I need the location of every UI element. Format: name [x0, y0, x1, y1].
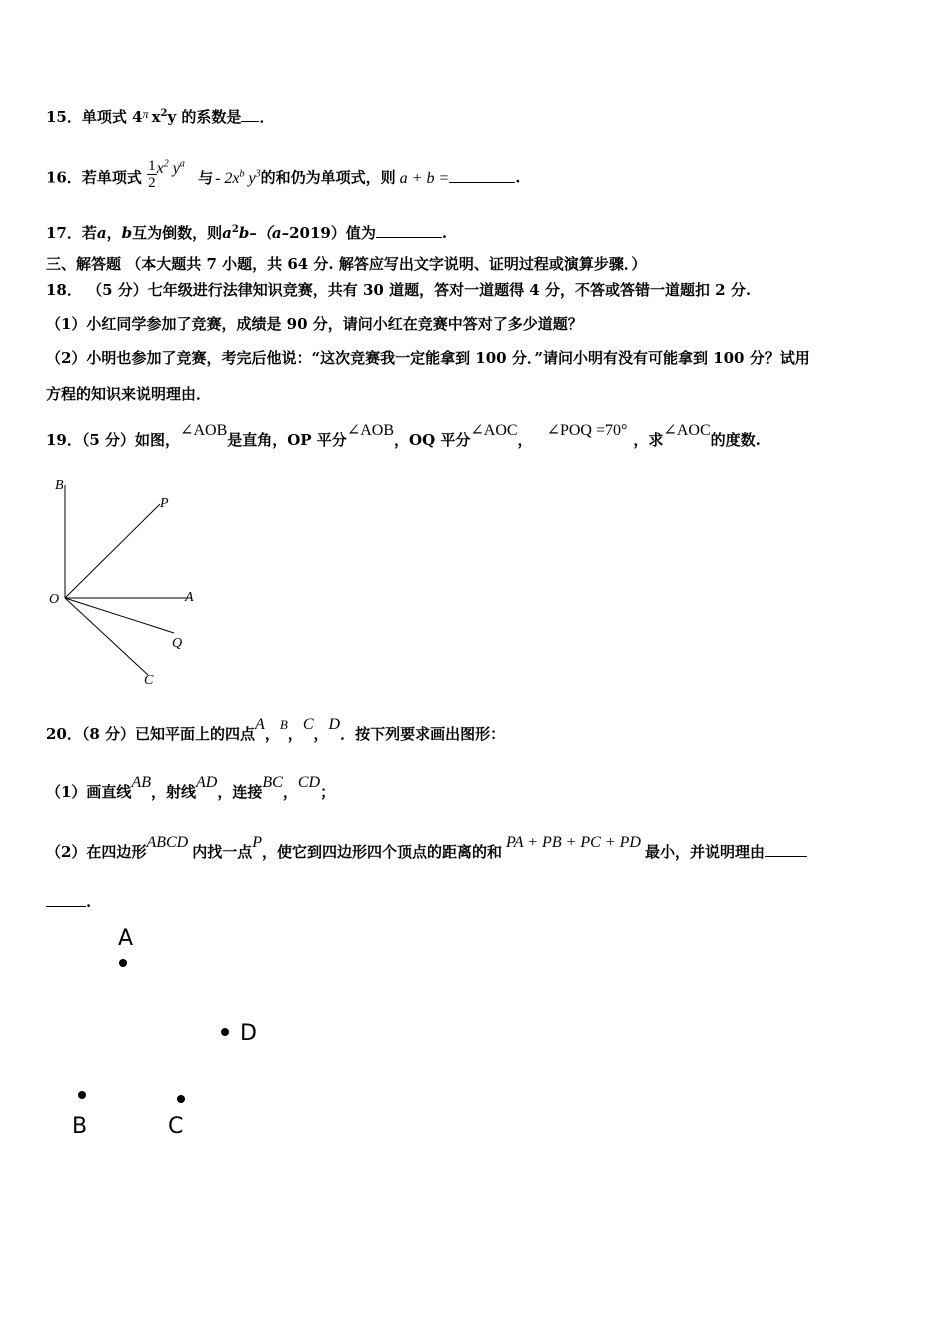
fig20-dot-a	[119, 959, 127, 967]
point-b: B	[279, 717, 288, 732]
expr-d: –2019）值为	[281, 224, 376, 242]
point-a: A	[255, 716, 265, 733]
p1-text-e: ；	[320, 783, 336, 801]
p1-text-c: ，连接	[217, 783, 263, 801]
point-c: C	[302, 716, 314, 733]
p2-text-b: 内找一点	[192, 843, 253, 861]
q15-expr: x	[151, 108, 161, 126]
distance-sum: PA + PB + PC + PD	[506, 834, 641, 851]
question-20-part2-cont	[46, 892, 91, 912]
fig20-dot-b	[78, 1091, 86, 1099]
mono1-x: x	[156, 159, 164, 177]
fig20-dot-c	[177, 1095, 185, 1103]
question-number: 16．	[46, 168, 82, 187]
sep: ，	[313, 725, 329, 743]
q15-text-b: y 的系数是	[167, 108, 242, 126]
question-18-line1: 18． （5 分）七年级进行法律知识竞赛，共有 30 道题，答对一道题得 4 分，不答或答错一道题扣 2 分.	[46, 281, 752, 299]
expr-b: b–（	[238, 224, 272, 242]
q16-text: 若单项式	[81, 168, 142, 187]
q20-text-b: ．按下列要求画出图形：	[340, 725, 506, 743]
q16-tail: .	[515, 168, 521, 187]
label-c: C	[144, 673, 154, 688]
var-a: a	[96, 224, 107, 242]
q19-text-e: ，求	[633, 431, 664, 449]
var-b: b	[121, 224, 133, 242]
mono2-y: y	[248, 169, 256, 187]
q20-text-a: （8 分）已知平面上的四点	[81, 725, 256, 743]
p2-text-a: （2）在四边形	[46, 843, 147, 861]
question-18-part2-cont: 方程的知识来说明理由．	[46, 385, 212, 403]
answer-blank[interactable]	[765, 842, 807, 857]
question-19	[46, 422, 761, 451]
ray-oq	[65, 598, 174, 633]
angle-aoc-2: ∠AOC	[663, 422, 711, 439]
ray-ad: AD	[196, 774, 218, 791]
question-20	[46, 716, 506, 745]
angle-aob: ∠AOB	[180, 422, 228, 439]
angle-aoc: ∠AOC	[470, 422, 518, 439]
q15-exp: 2	[160, 108, 168, 119]
q19-text-a: （5 分）如图，	[81, 431, 181, 449]
p2-tail: .	[86, 893, 92, 911]
q15-tail: ．	[259, 108, 275, 126]
q16-expr: a + b =	[399, 169, 450, 187]
answer-blank[interactable]	[449, 168, 515, 183]
q15-text: 单项式 4	[81, 108, 143, 126]
question-20-part1	[46, 774, 336, 803]
q17-text: 若	[81, 224, 97, 242]
angle-aob-2: ∠AOB	[346, 422, 394, 439]
fig20-label-d: D	[240, 1021, 257, 1046]
answer-blank[interactable]	[241, 107, 259, 122]
line-ab: AB	[131, 774, 151, 791]
q19-text-f: 的度数.	[710, 431, 761, 449]
answer-blank[interactable]	[376, 223, 442, 238]
q19-text-c: ，OQ 平分	[394, 431, 471, 449]
question-16	[46, 158, 521, 195]
fraction-one-half	[147, 158, 157, 191]
label-p: P	[160, 496, 169, 511]
p1-text-b: ，射线	[151, 783, 197, 801]
sep: ，	[287, 725, 303, 743]
q16-text-b: 与	[198, 168, 214, 187]
q16-text-c: 的和仍为单项式，则	[260, 168, 396, 187]
question-20-part2	[46, 834, 807, 863]
fig20-dot-d	[221, 1028, 229, 1036]
segment-cd: CD	[297, 774, 321, 791]
p2-text-d: 最小，并说明理由	[644, 843, 765, 861]
q17-tail: .	[441, 224, 448, 242]
question-number: 15．	[46, 108, 82, 126]
mono2-x: - 2x	[215, 169, 240, 187]
sep: ，	[264, 725, 280, 743]
mono1-y: y	[172, 159, 180, 177]
mono1-exp2: a	[179, 158, 185, 170]
question-number: 17．	[46, 224, 82, 242]
question-15	[46, 104, 274, 128]
label-o: O	[49, 592, 60, 607]
monomial-2	[215, 170, 261, 187]
quadrilateral-abcd: ABCD	[146, 834, 189, 851]
frac-num: 1	[148, 158, 156, 174]
monomial-1	[157, 160, 185, 177]
figure-19-angles	[40, 470, 220, 695]
expr-exp: 2	[231, 224, 239, 235]
section-3-heading: 三、解答题 （本大题共 7 小题，共 64 分. 解答应写出文字说明、证明过程或演算步骤．）	[46, 255, 647, 273]
q17-text-b: 互为倒数，则	[132, 224, 223, 242]
fig20-label-c: C	[168, 1114, 184, 1139]
fig20-label-a: A	[118, 926, 134, 951]
mono2-exp2: 3	[255, 168, 261, 180]
label-a: A	[185, 590, 194, 605]
point-p: P	[252, 834, 263, 851]
comma: ，	[106, 224, 122, 242]
pi-symbol: π	[142, 107, 149, 121]
label-q: Q	[172, 636, 183, 651]
q19-text-d: ，	[517, 431, 533, 449]
question-number: 19．	[46, 431, 82, 449]
p1-text-d: ，	[282, 783, 298, 801]
ray-oc	[65, 598, 148, 675]
p1-text-a: （1）画直线	[46, 783, 132, 801]
question-18-part2: （2）小明也参加了竞赛，考完后他说：“这次竞赛我一定能拿到 100 分．”请问小明有没有可能拿到 100 分？试用	[46, 349, 810, 367]
question-17	[46, 220, 447, 243]
fig20-label-b: B	[72, 1114, 88, 1139]
point-d: D	[328, 716, 341, 733]
question-18-part1: （1）小红同学参加了竞赛，成绩是 90 分，请问小红在竞赛中答对了多少道题？	[46, 315, 583, 333]
frac-den: 2	[148, 175, 156, 191]
angle-poq: ∠POQ =70°	[546, 422, 628, 439]
label-b: B	[55, 478, 64, 493]
ray-op	[65, 504, 160, 598]
mono1-exp1: 2	[163, 158, 169, 170]
question-number: 20．	[46, 725, 82, 743]
answer-blank-cont[interactable]	[46, 892, 86, 907]
q19-text-b: 是直角，OP 平分	[227, 431, 347, 449]
expr-a: a	[222, 224, 232, 242]
mono2-exp1: b	[239, 168, 245, 180]
segment-bc: BC	[262, 774, 283, 791]
expr-c: a	[271, 224, 282, 242]
p2-text-c: ，使它到四边形四个顶点的距离的和	[262, 843, 503, 861]
